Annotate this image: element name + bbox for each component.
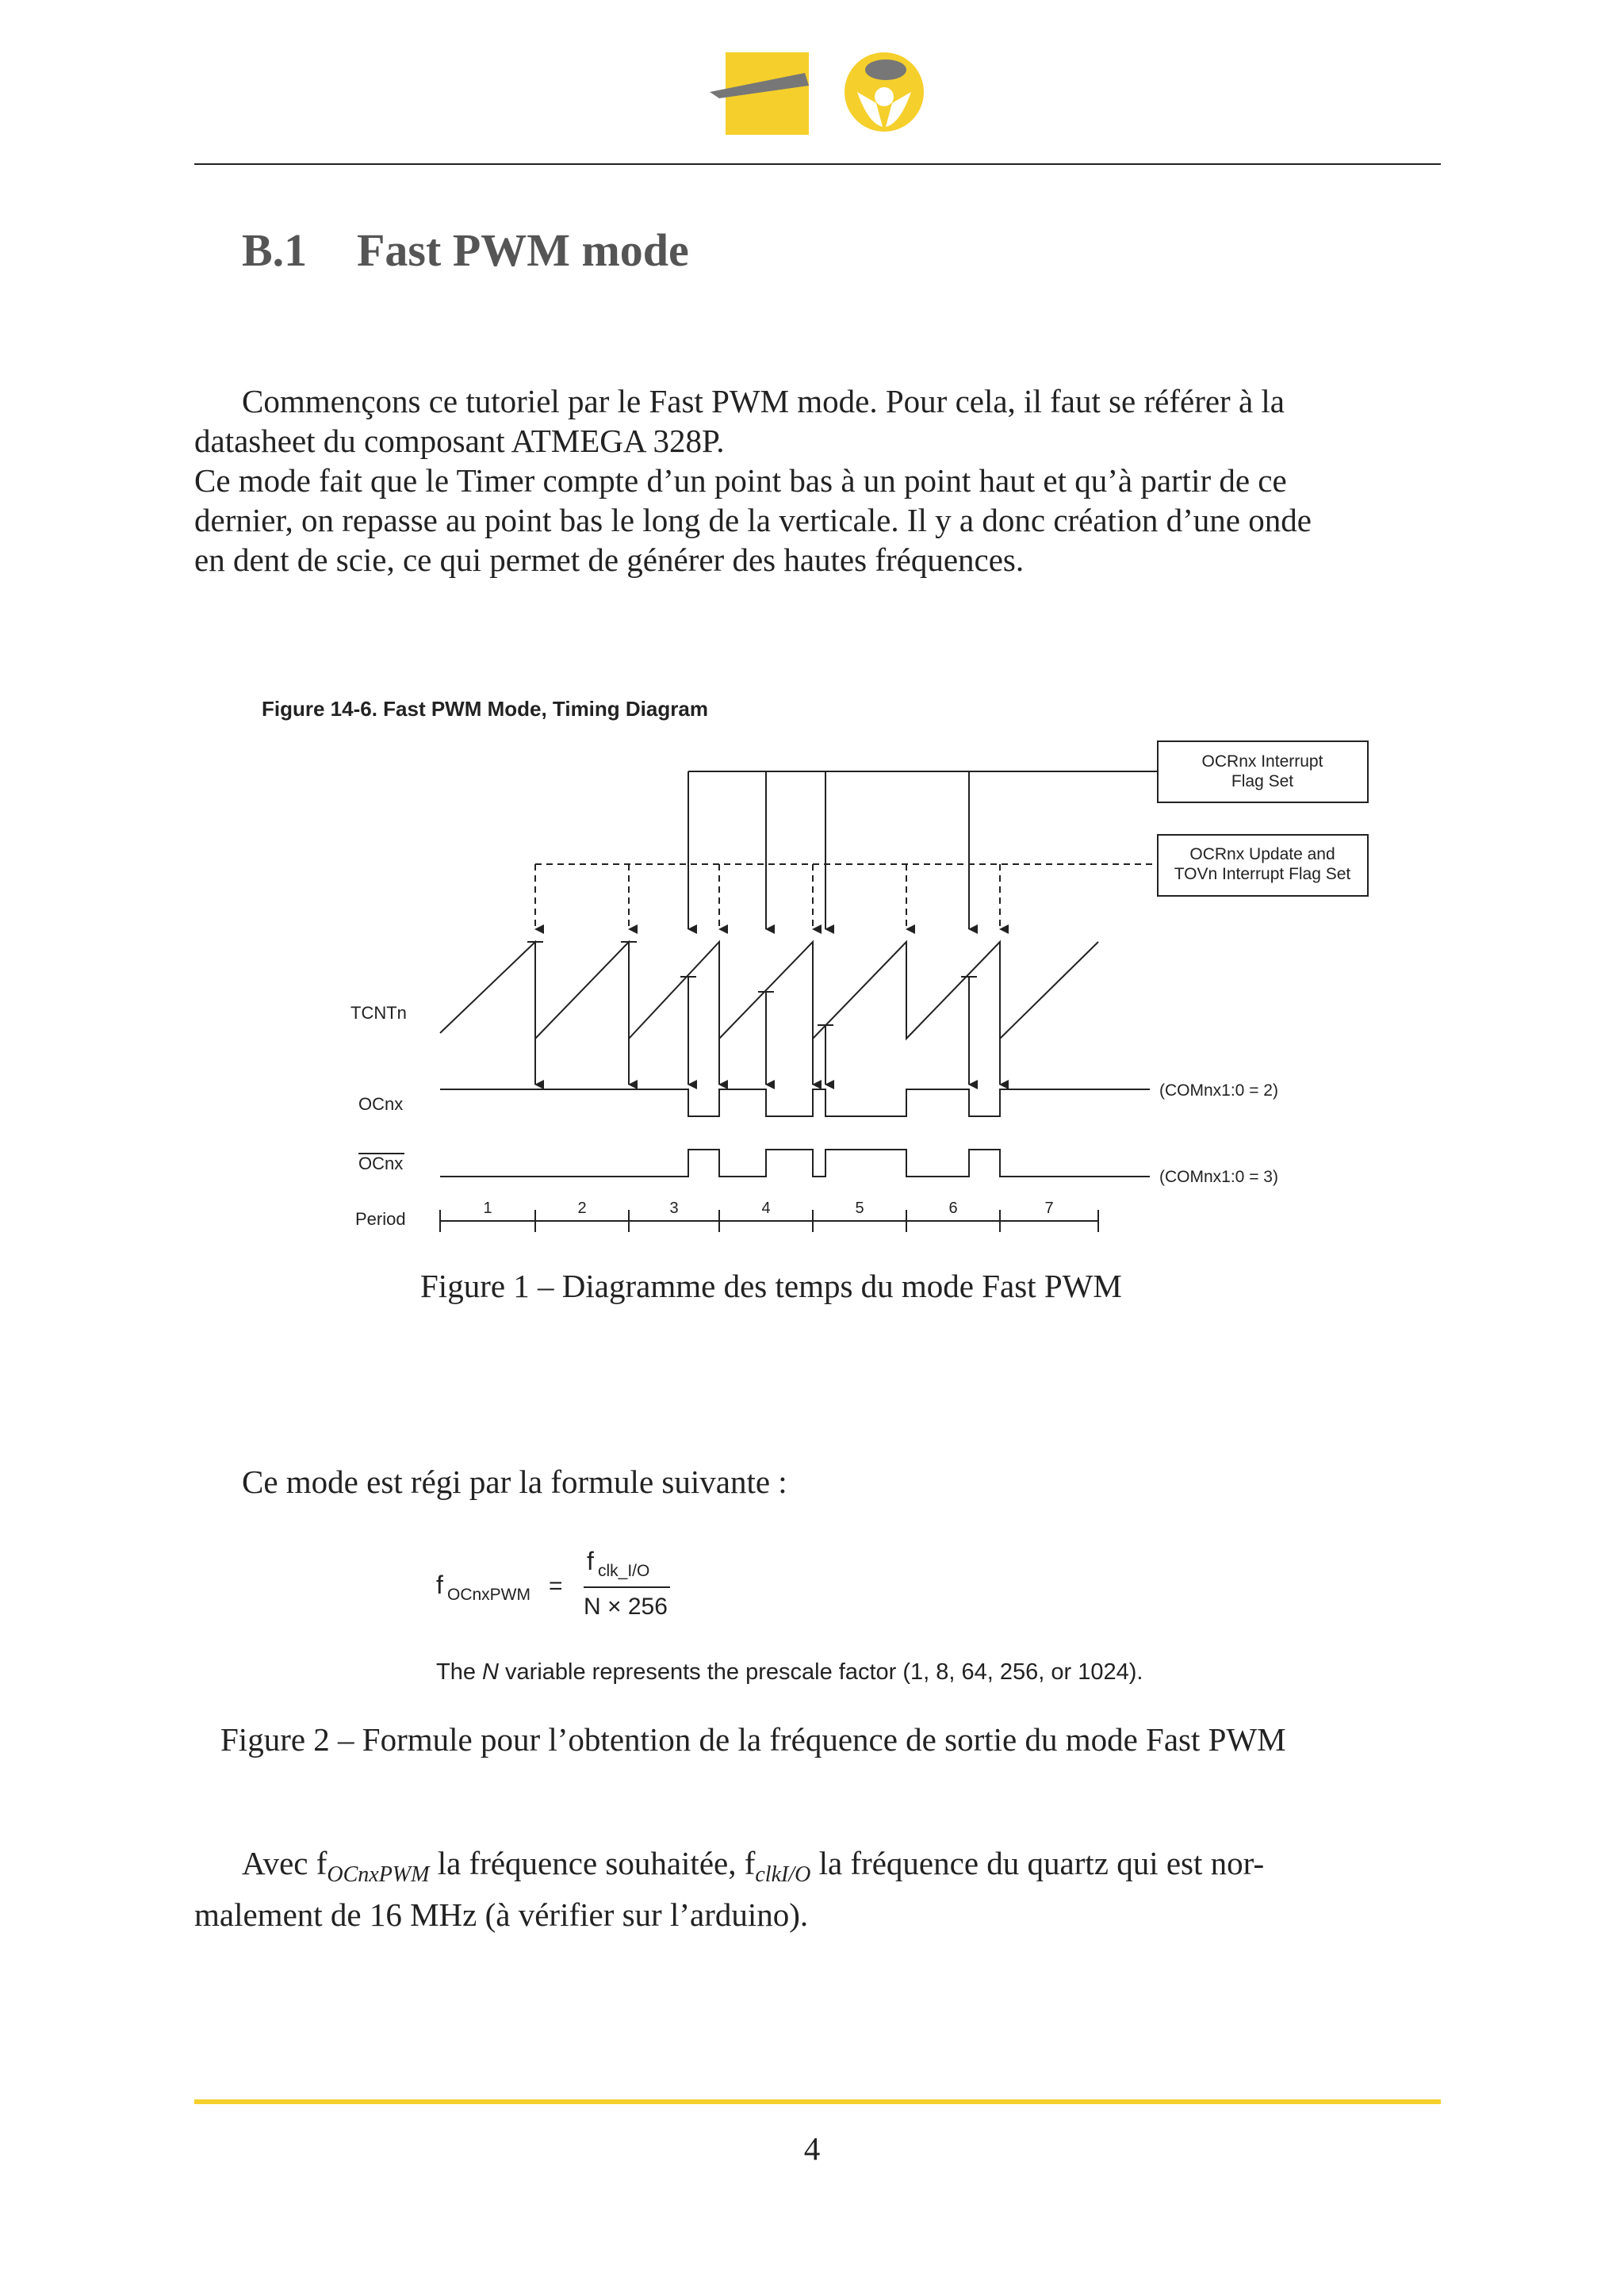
period-label: 4 <box>761 1200 771 1217</box>
caption-number: 2 <box>313 1721 330 1758</box>
paragraph-line: dernier, on repasse au point bas le long de la verticale. Il y a donc création d’une onde <box>194 502 1312 538</box>
svg-text:=: = <box>549 1573 563 1599</box>
period-labels <box>483 1200 1053 1217</box>
paragraph-line: malement de 16 MHz (à vérifier sur l’arduino). <box>194 1896 809 1934</box>
svg-text:f: f <box>587 1547 594 1575</box>
wing-logo-icon <box>710 52 809 135</box>
paragraph-frequency-explanation <box>194 1843 1441 1934</box>
paragraph-line: Ce mode fait que le Timer compte d’un point bas à un point haut et qu’à partir de ce <box>194 462 1287 499</box>
caption-number: 1 <box>513 1268 530 1304</box>
svg-text:N × 256: N × 256 <box>584 1594 668 1620</box>
section-heading <box>242 224 689 277</box>
label-period: Period <box>355 1209 406 1229</box>
figure1-caption: Figure 1 – Diagramme des temps du mode Fast PWM <box>420 1268 1122 1304</box>
caption-text: Formule pour l’obtention de la fréquence de sortie du mode Fast PWM <box>362 1721 1286 1758</box>
svg-text:OCnxPWM: OCnxPWM <box>447 1586 530 1604</box>
section-title: Fast PWM mode <box>357 224 689 276</box>
label-ocnx: OCnx <box>358 1094 404 1114</box>
page-number: 4 <box>803 2130 821 2167</box>
svg-text:OCRnx Interrupt: OCRnx Interrupt <box>1201 752 1323 771</box>
formula <box>436 1547 670 1620</box>
paragraph-line: en dent de scie, ce qui permet de générer des hautes fréquences. <box>194 541 1025 578</box>
head-circle-logo-icon <box>845 52 924 132</box>
paragraph-mode-description <box>194 461 1441 580</box>
interrupt-flag-lines <box>688 771 1158 929</box>
caption-text: Diagramme des temps du mode Fast PWM <box>561 1268 1122 1304</box>
caption-prefix: Figure <box>420 1268 506 1304</box>
svg-text:TOVn Interrupt Flag Set: TOVn Interrupt Flag Set <box>1174 865 1351 883</box>
com-mode-3: (COMnx1:0 = 3) <box>1159 1168 1278 1186</box>
ocnx-waveform <box>440 1089 1150 1116</box>
label-tcnt: TCNTn <box>350 1003 407 1023</box>
interrupt-flag-box <box>1158 741 1368 802</box>
label-ocnx-inverted <box>358 1154 404 1173</box>
period-label: 1 <box>483 1200 492 1217</box>
update-flag-lines <box>535 864 1158 929</box>
paragraph-line: Commençons ce tutoriel par le Fast PWM mode. Pour cela, il faut se référer à la <box>242 383 1285 419</box>
header-logo <box>710 46 932 141</box>
prescale-note: The N variable represents the prescale factor (1, 8, 64, 256, or 1024). <box>436 1659 1143 1685</box>
section-number: B.1 <box>242 224 308 276</box>
period-label: 3 <box>669 1200 679 1217</box>
caption-prefix: Figure <box>220 1721 306 1758</box>
svg-text:OCnx: OCnx <box>358 1154 404 1173</box>
timing-diagram-figure <box>254 690 1380 1245</box>
ocnx-inverted-waveform <box>440 1150 1150 1177</box>
period-label: 5 <box>855 1200 864 1217</box>
paragraph-intro <box>194 381 1441 461</box>
paragraph-formula-intro: Ce mode est régi par la formule suivante : <box>242 1464 787 1500</box>
paragraph-line: Avec $f_{OCnxPWM}$ la fréquence souhaitée, $f_{clkI/O}$ la fréquence du quartz qui est nor- <box>242 1845 1265 1888</box>
paragraph-line: datasheet du composant ATMEGA 328P. <box>194 423 725 459</box>
svg-text:Flag Set: Flag Set <box>1231 772 1294 790</box>
period-label: 6 <box>948 1200 958 1217</box>
header-rule <box>194 163 1441 165</box>
period-label: 2 <box>577 1200 587 1217</box>
svg-text:clk_I/O: clk_I/O <box>598 1562 650 1580</box>
figure2-caption: Figure 2 – Formule pour l’obtention de la fréquence de sortie du mode Fast PWM <box>220 1721 1286 1758</box>
footer-rule <box>194 2099 1441 2104</box>
formula-figure <box>428 1546 1245 1697</box>
update-flag-box <box>1158 835 1368 896</box>
svg-text:OCRnx Update and: OCRnx Update and <box>1189 845 1335 863</box>
svg-text:f: f <box>436 1571 443 1599</box>
figure-title: Figure 14-6. Fast PWM Mode, Timing Diagram <box>262 697 708 721</box>
com-mode-2: (COMnx1:0 = 2) <box>1159 1081 1278 1100</box>
period-label: 7 <box>1044 1200 1054 1217</box>
